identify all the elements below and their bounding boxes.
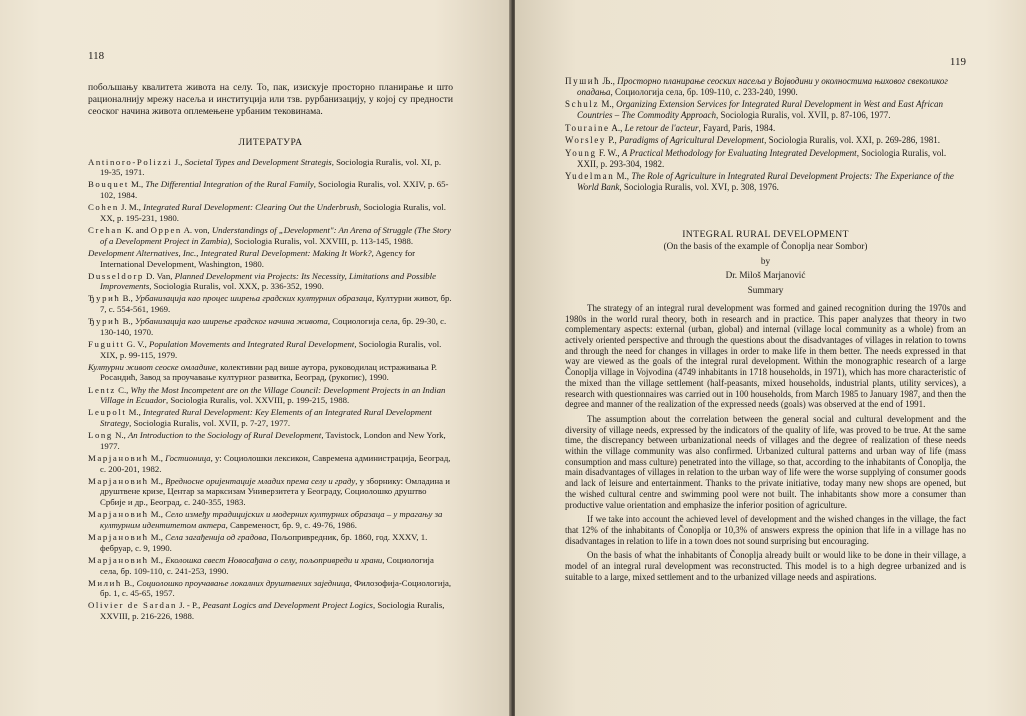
reference-item: Leupolt M., Integrated Rural Development: Key Elements of an Integrated Rural Development Strategy, Sociologia Ruralis, vol. XVII, p. 7-27, 1977. [88, 407, 432, 429]
reference-item: Bouquet M., The Differential Integration of the Rural Family, Sociologia Ruralis, vol. XXIV, p. 65-102, 1984. [88, 179, 449, 201]
reference-item: Antinoro-Polizzi J., Societal Types and Development Strategis, Sociologia Ruralis, vol. XI, p. 19-35, 1971. [88, 156, 442, 178]
reference-item: Милић В., Социолошко проучавање локалних друштвених заједница, Филозофија-Социологија, бр. 1, с. 45-65, 1957. [88, 577, 452, 599]
summary-paragraph: If we take into account the achieved level of development and the wished changes in the village, the fact that 12% of the inhabitants of Čonoplja or 10,3% of answers express the opinion that life in a village has no disadvantages in relation to life in a town does not sound surprising but encouraging. [565, 514, 966, 546]
page-number-left: 118 [88, 50, 105, 62]
reference-item: Fuguitt G. V., Population Movements and Integrated Rural Development, Sociologia Ruralis, vol. XIX, p. 99-115, 1979. [88, 338, 442, 360]
summary-title: INTEGRAL RURAL DEVELOPMENT [682, 228, 849, 240]
summary-author: Dr. Miloš Marjanović [725, 270, 806, 281]
reference-item: Crehan K. and Oppen A. von, Understandings of „Development": An Arena of Struggle (The Story of a Development Project in Zambia), Sociologia Ruralis, vol. XXVIII, p. 113-145, 1988. [88, 225, 452, 246]
reference-item: Dusseldorp D. Van, Planned Development via Projects: Its Necessity, Limitations and Possible Improvements, Sociologia Ruralis, vol. XXX, p. 336-352, 1990. [88, 270, 436, 292]
reference-item: Културни живот сеоске омладине, колективни рад више аутора, руководилац истраживања Р. Росандић, Завод за проучавање културног развитка, Београд, (рукопис), 1990. [88, 361, 437, 383]
reference-item: Ђурић В., Урбанизација као процес ширења градских културних образаца, Културни живот, бр. 7, с. 554-561, 1969. [88, 293, 452, 315]
summary-by: by [760, 255, 771, 266]
reference-item: Young F. W., A Practical Methodology for Evaluating Integrated Development, Sociologia Ruralis, vol. XXII, p. 293-304, 1982. [565, 147, 947, 169]
reference-item: Марјановић М., Гостионица, у: Социолошки лексикон, Савремена администрација, Београд, с. 200-201, 1982. [88, 452, 451, 474]
reference-item: Long N., An Introduction to the Sociology of Rural Development, Tavistock, London and New York, 1977. [88, 430, 446, 451]
reference-item: Марјановић М., Еколошка свест Новосађана о селу, пољопривреди и храни, Социологија села, бр. 109-110, с. 241-253, 1990. [88, 554, 434, 576]
reference-item: Schulz M., Organizing Extension Services for Integrated Rural Development in West and East African Countries – The Commodity Approach, Sociologia Ruralis, vol. XVII, p. 87-106, 1977. [565, 99, 943, 121]
reference-list-left [88, 157, 453, 622]
reference-item: Ђурић В., Урбанизација као ширење градског начина живота, Социологија села, бр. 29-30, с. 130-140, 1970. [88, 316, 447, 337]
reference-item: Марјановић М., Села загађенија од градова, Пољопривредник, бр. 1860, год. XXXV, 1. фебруар, с. 9, 1990. [88, 532, 428, 553]
right-page [515, 0, 1026, 716]
reference-item: Yudelman M., The Role of Agriculture in Integrated Rural Development Projects: The Experiance of the World Bank, Sociologia Ruralis, vol. XVI, p. 308, 1976. [565, 170, 954, 192]
summary-paragraph: The assumption about the correlation between the general social and cultural development and the diversity of village needs, expressed by the indicators of the quality of life, was proved to be true. At the same time, the discrepancy between urbanizational needs of villages and the degree of realization of these needs within the village community was also confirmed. Urbanized cultural patterns and urban way of life (mass consumption and mass culture) penetrated into the village, so that, according to the inhabitants of Čonoplja, the main disadvantages of villages in relation to the urban way of life were the worse supplying of consumer goods and lack of leisure and entertainment. Thanks to the private initiative, today many new shops are opened, but the wished cultural centre and swimming pool were not built. The inhabitants show more a consumer than productive value orientation and emphasize the inferior position of agriculture. [565, 413, 966, 510]
page-number-right: 119 [949, 56, 966, 68]
reference-list-right [565, 76, 966, 193]
summary-paragraph: On the basis of what the inhabitants of Čonoplja already built or would like to be done in their village, a model of an integral rural development was reconstructed. This model is to a high degree urbanized and is suitable to a large, mixed settlement and to the urbanized village needs and aspirations. [565, 550, 966, 582]
reference-item: Марјановић М., Село између традицијских и модерних културних образаца – у трагању за културним идентитетом актера, Савременост, бр. 9, с. 49-76, 1986. [88, 509, 443, 530]
reference-item: Development Alternatives, Inc., Integrated Rural Development: Making It Work?, Agency for International Development, Washington, 1980. [88, 247, 416, 269]
references-heading: ЛИТЕРАТУРА [238, 136, 303, 148]
reference-item: Olivier de Sardan J. - P., Peasant Logics and Development Project Logics, Sociologia Ruralis, XXVIII, p. 216-226, 1988. [88, 600, 445, 622]
summary-header [565, 229, 966, 297]
reference-item: Worsley P., Paradigms of Agricultural Development, Sociologia Ruralis, vol. XXI, p. 269-286, 1981. [565, 135, 941, 146]
reference-item: Touraine A., Le retour de l'acteur, Fayard, Paris, 1984. [565, 122, 776, 133]
summary-paragraph: The strategy of an integral rural development was formed and gained recognition during the 1970s and 1980s in the world rural theory, both in research and in practice. This paper analyzes that theory in two complementary aspects: external (urban, global) and internal (village local community as a whole) from an actively oriented perspective and through the questions about the disadvantages of villages in relation to towns and through the need for changes in villages in order to make life in them better. The needs expressed in that way are viewed as the goals of the integral rural development. Within the monographic research of a large Čonoplja village in Vojvodina (4749 inhabitants in 1718 households, in 1971), which has more characteristic of the mixed than the village settlement (half-peasants, mixed households, industrial plants, utility services), a research with questionnaires was carried out in 100 households, from March 1985 to January 1987, and then the degree and manner of the realization of the expressed needs (goals) was observed at the end of 1991. [565, 302, 966, 410]
reference-item: Пушић Љ., Просторно планирање сеоских насеља у Војводини у околностима њиховог свеколиког опадања, Социологија села, бр. 109-110, с. 233-240, 1990. [565, 76, 948, 97]
reference-item: Марјановић М., Вредносне оријентације младих према селу и граду, у зборнику: Омладина и друштвене кризе, Центар за марксизам Универзитета у Београду, Социолошко друштво Србије и др., Београд, с. 240-355, 1983. [88, 475, 450, 508]
reference-item: Lentz C., Why the Most Incompetent are on the Village Council: Development Projects in an Indian Village in Ecuador, Sociologia Ruralis, vol. XXVIII, p. 199-215, 1988. [88, 384, 446, 406]
reference-item: Cohen J. M., Integrated Rural Development: Clearing Out the Underbrush, Sociologia Ruralis, vol. XX, p. 195-231, 1980. [88, 202, 446, 223]
summary-subtitle: (On the basis of the example of Čonoplja near Sombor) [663, 240, 868, 251]
intro-paragraph: побољшању квалитета живота на селу. То, пак, изискује просторно планирање и што рационалнију мрежу насеља и институција или тзв. рурбанизацију, у којој су предности сеоског начина живота оплемењене урбаним тековинама. [88, 82, 453, 118]
left-page [0, 0, 511, 716]
summary-label: Summary [747, 285, 784, 296]
